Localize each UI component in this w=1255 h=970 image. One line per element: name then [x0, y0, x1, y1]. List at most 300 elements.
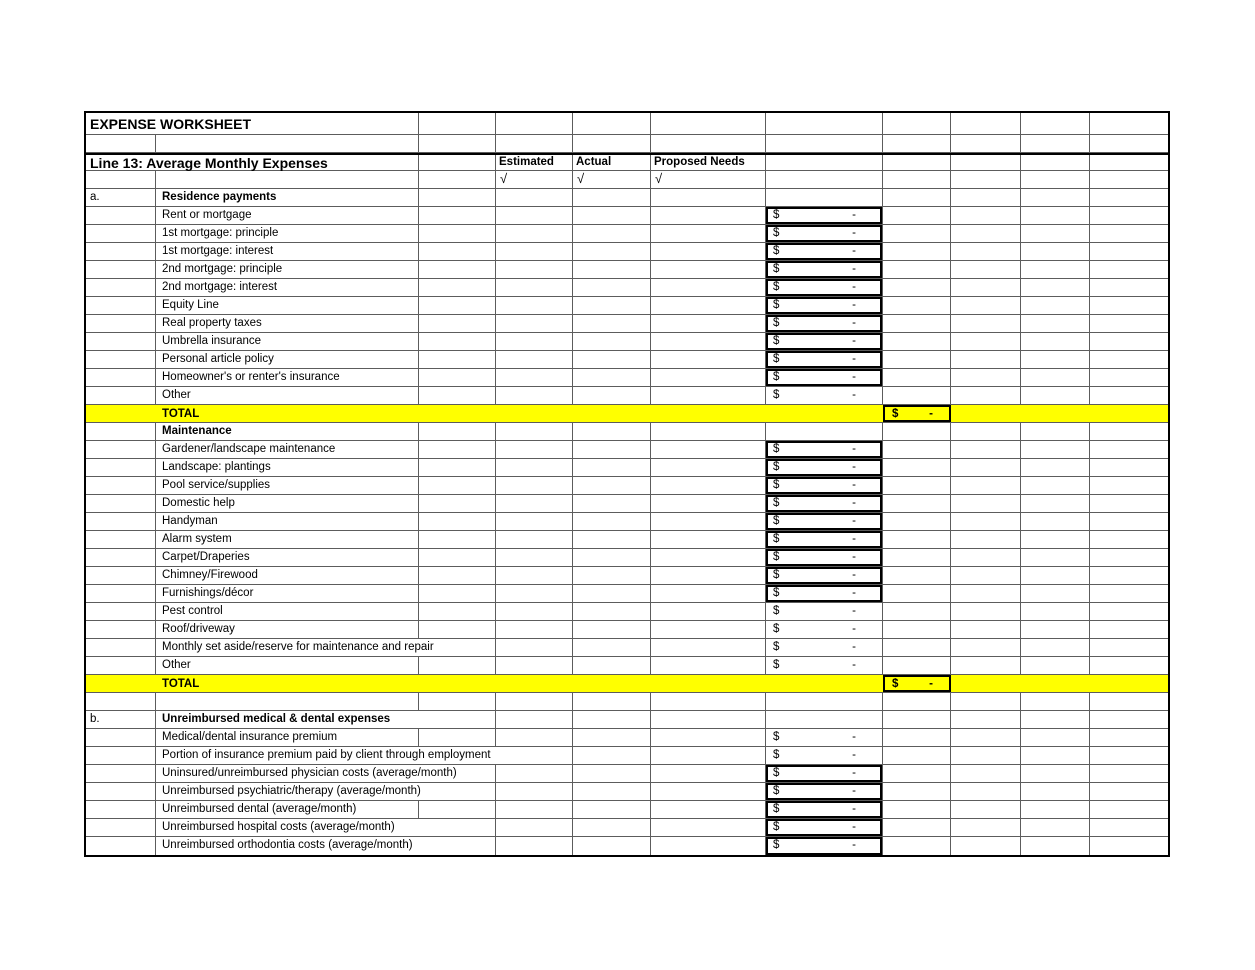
currency-symbol: $	[773, 352, 780, 365]
empty-cell	[496, 261, 573, 278]
currency-symbol: $	[773, 334, 780, 347]
dollar-cell[interactable]	[766, 585, 883, 602]
table-row	[86, 459, 1168, 477]
expense-item-cell: Furnishings/décor	[156, 585, 419, 602]
empty-cell	[1021, 495, 1090, 512]
table-row	[86, 279, 1168, 297]
row-label-cell	[86, 441, 156, 458]
expense-item-cell: Handyman	[156, 513, 419, 530]
dollar-cell[interactable]	[766, 207, 883, 224]
zero-dash: -	[852, 226, 856, 239]
empty-cell	[1021, 459, 1090, 476]
table-row	[86, 113, 1168, 135]
currency-symbol: $	[773, 298, 780, 311]
empty-cell	[1090, 567, 1168, 584]
row-label-cell	[86, 333, 156, 350]
empty-cell	[573, 585, 651, 602]
dollar-cell[interactable]	[766, 333, 883, 350]
expense-item-cell: Unreimbursed hospital costs (average/month)	[156, 819, 496, 836]
empty-cell	[573, 621, 651, 638]
empty-cell	[951, 693, 1021, 710]
empty-cell	[651, 477, 766, 494]
empty-cell	[1090, 333, 1168, 350]
empty-cell	[951, 171, 1021, 188]
empty-cell	[651, 693, 766, 710]
table-row	[86, 531, 1168, 549]
empty-cell	[419, 801, 496, 818]
expense-item-cell: Unreimbursed dental (average/month)	[156, 801, 419, 818]
empty-cell	[1090, 441, 1168, 458]
empty-cell	[651, 567, 766, 584]
empty-cell	[1090, 585, 1168, 602]
zero-dash: -	[852, 839, 856, 852]
empty-cell	[1090, 783, 1168, 800]
zero-dash: -	[852, 640, 856, 653]
empty-cell	[951, 477, 1021, 494]
empty-cell	[573, 369, 651, 386]
total-amount-box[interactable]	[883, 405, 951, 422]
table-row	[86, 657, 1168, 675]
row-label-cell	[86, 513, 156, 530]
empty-cell	[1021, 639, 1090, 656]
empty-cell	[496, 297, 573, 314]
empty-cell	[951, 783, 1021, 800]
empty-cell	[883, 711, 951, 728]
row-label-cell	[86, 531, 156, 548]
empty-cell	[651, 113, 766, 134]
expense-item-cell: Other	[156, 387, 419, 404]
zero-dash: -	[852, 622, 856, 635]
empty-cell	[573, 423, 651, 440]
empty-cell	[573, 135, 651, 152]
row-label-cell	[86, 459, 156, 476]
table-row	[86, 675, 1168, 693]
empty-cell	[883, 765, 951, 782]
dollar-cell[interactable]	[766, 297, 883, 314]
dollar-cell[interactable]	[766, 495, 883, 512]
zero-dash: -	[852, 748, 856, 761]
empty-cell	[419, 113, 496, 134]
empty-cell	[573, 387, 651, 404]
dollar-cell[interactable]	[766, 279, 883, 296]
empty-cell	[951, 333, 1021, 350]
empty-cell	[1021, 279, 1090, 296]
empty-cell	[951, 441, 1021, 458]
checkmark-estimated: √	[496, 171, 573, 188]
dollar-cell[interactable]	[766, 387, 883, 404]
empty-cell	[496, 423, 573, 440]
table-row	[86, 477, 1168, 495]
empty-cell	[883, 369, 951, 386]
empty-cell	[1021, 113, 1090, 134]
expense-item-cell: 2nd mortgage: interest	[156, 279, 419, 296]
empty-cell	[419, 513, 496, 530]
empty-cell	[419, 171, 496, 188]
empty-cell	[883, 819, 951, 836]
empty-cell	[951, 189, 1021, 206]
empty-cell	[651, 603, 766, 620]
empty-cell	[1090, 711, 1168, 728]
empty-cell	[1021, 711, 1090, 728]
empty-cell	[883, 531, 951, 548]
empty-cell	[883, 477, 951, 494]
table-row	[86, 783, 1168, 801]
dollar-cell[interactable]	[766, 261, 883, 278]
table-row	[86, 837, 1168, 855]
empty-cell	[1021, 693, 1090, 710]
table-row	[86, 441, 1168, 459]
dollar-cell[interactable]	[766, 549, 883, 566]
section-heading-cell: Residence payments	[156, 189, 419, 206]
empty-cell	[496, 693, 573, 710]
empty-cell	[1090, 693, 1168, 710]
empty-cell	[573, 693, 651, 710]
currency-symbol: $	[773, 784, 780, 797]
currency-symbol: $	[773, 280, 780, 293]
empty-cell	[1090, 315, 1168, 332]
row-label-cell	[86, 783, 156, 800]
empty-cell	[1090, 113, 1168, 134]
empty-cell	[1021, 783, 1090, 800]
expense-item-cell: Medical/dental insurance premium	[156, 729, 419, 746]
empty-cell	[496, 189, 573, 206]
empty-cell	[1090, 837, 1168, 855]
empty-cell	[883, 155, 951, 170]
empty-cell	[573, 495, 651, 512]
column-header-proposed-needs: Proposed Needs	[651, 155, 766, 170]
empty-cell	[1090, 513, 1168, 530]
empty-cell	[883, 729, 951, 746]
empty-cell	[419, 729, 496, 746]
empty-cell	[496, 495, 573, 512]
row-label-cell	[86, 279, 156, 296]
total-label: TOTAL	[162, 677, 200, 690]
empty-cell	[573, 639, 651, 656]
dollar-cell[interactable]	[766, 441, 883, 458]
empty-cell	[1090, 279, 1168, 296]
empty-cell	[883, 207, 951, 224]
empty-cell	[1090, 477, 1168, 494]
empty-cell	[156, 135, 419, 152]
empty-cell	[1090, 531, 1168, 548]
empty-cell	[496, 531, 573, 548]
row-label-cell	[86, 207, 156, 224]
expense-item-cell: 2nd mortgage: principle	[156, 261, 419, 278]
empty-cell	[883, 351, 951, 368]
empty-cell	[1090, 495, 1168, 512]
empty-cell	[1021, 369, 1090, 386]
empty-cell	[951, 513, 1021, 530]
currency-symbol: $	[773, 820, 780, 833]
empty-cell	[496, 513, 573, 530]
table-row	[86, 747, 1168, 765]
empty-cell	[951, 315, 1021, 332]
table-row	[86, 639, 1168, 657]
row-label-cell	[86, 765, 156, 782]
empty-cell	[573, 297, 651, 314]
empty-cell	[766, 171, 883, 188]
table-row	[86, 153, 1168, 171]
dollar-cell[interactable]	[766, 819, 883, 836]
zero-dash: -	[852, 514, 856, 527]
row-label-cell	[86, 171, 156, 188]
dollar-cell[interactable]	[766, 351, 883, 368]
empty-cell	[1090, 603, 1168, 620]
empty-cell	[951, 387, 1021, 404]
zero-dash: -	[852, 442, 856, 455]
empty-cell	[951, 603, 1021, 620]
table-row	[86, 585, 1168, 603]
empty-cell	[1021, 729, 1090, 746]
empty-cell	[496, 729, 573, 746]
empty-cell	[766, 189, 883, 206]
empty-cell	[883, 801, 951, 818]
expense-item-cell: Real property taxes	[156, 315, 419, 332]
empty-cell	[496, 819, 573, 836]
dollar-cell[interactable]	[766, 477, 883, 494]
table-row	[86, 549, 1168, 567]
zero-dash: -	[852, 370, 856, 383]
empty-cell	[1021, 585, 1090, 602]
column-header-actual: Actual	[573, 155, 651, 170]
row-label-cell	[86, 747, 156, 764]
empty-cell	[573, 657, 651, 674]
dollar-cell[interactable]	[766, 531, 883, 548]
empty-cell	[1090, 207, 1168, 224]
empty-cell	[883, 333, 951, 350]
currency-symbol: $	[773, 802, 780, 815]
empty-cell	[883, 567, 951, 584]
currency-symbol: $	[773, 586, 780, 599]
empty-cell	[419, 549, 496, 566]
empty-cell	[651, 729, 766, 746]
empty-cell	[496, 639, 573, 656]
currency-symbol: $	[773, 730, 780, 743]
dollar-cell[interactable]	[766, 567, 883, 584]
empty-cell	[496, 113, 573, 134]
empty-cell	[651, 819, 766, 836]
table-row	[86, 369, 1168, 387]
table-row	[86, 495, 1168, 513]
row-label-cell	[86, 657, 156, 674]
empty-cell	[573, 207, 651, 224]
empty-cell	[651, 549, 766, 566]
empty-cell	[496, 279, 573, 296]
row-label-cell	[86, 297, 156, 314]
expense-item-cell: Pool service/supplies	[156, 477, 419, 494]
empty-cell	[1021, 657, 1090, 674]
empty-cell	[1021, 171, 1090, 188]
currency-symbol: $	[892, 407, 899, 420]
empty-cell	[573, 819, 651, 836]
empty-cell	[496, 315, 573, 332]
empty-cell	[651, 711, 766, 728]
empty-cell	[496, 477, 573, 494]
empty-cell	[951, 135, 1021, 152]
empty-cell	[951, 155, 1021, 170]
empty-cell	[573, 513, 651, 530]
empty-cell	[573, 747, 651, 764]
checkmark-actual: √	[573, 171, 651, 188]
dollar-cell[interactable]	[766, 747, 883, 764]
section-subtitle: Line 13: Average Monthly Expenses	[86, 155, 419, 170]
empty-cell	[651, 801, 766, 818]
empty-cell	[883, 783, 951, 800]
empty-cell	[651, 495, 766, 512]
empty-cell	[496, 243, 573, 260]
currency-symbol: $	[773, 532, 780, 545]
dollar-cell[interactable]	[766, 801, 883, 818]
dollar-cell[interactable]	[766, 729, 883, 746]
empty-cell	[496, 765, 573, 782]
empty-cell	[419, 495, 496, 512]
empty-cell	[951, 531, 1021, 548]
empty-cell	[496, 387, 573, 404]
empty-cell	[951, 423, 1021, 440]
empty-cell	[1021, 333, 1090, 350]
empty-cell	[651, 657, 766, 674]
dollar-cell[interactable]	[766, 783, 883, 800]
empty-cell	[651, 639, 766, 656]
column-header-estimated: Estimated	[496, 155, 573, 170]
row-label-cell	[86, 729, 156, 746]
zero-dash: -	[852, 658, 856, 671]
empty-cell	[766, 423, 883, 440]
currency-symbol: $	[773, 388, 780, 401]
row-label-cell	[86, 801, 156, 818]
empty-cell	[883, 279, 951, 296]
empty-cell	[496, 441, 573, 458]
table-row	[86, 567, 1168, 585]
empty-cell	[1090, 189, 1168, 206]
empty-cell	[1021, 351, 1090, 368]
dollar-cell[interactable]	[766, 621, 883, 638]
dollar-cell[interactable]	[766, 243, 883, 260]
empty-cell	[419, 243, 496, 260]
dollar-cell[interactable]	[766, 513, 883, 530]
empty-cell	[1021, 225, 1090, 242]
empty-cell	[766, 135, 883, 152]
empty-cell	[883, 495, 951, 512]
empty-cell	[883, 459, 951, 476]
currency-symbol: $	[773, 766, 780, 779]
empty-cell	[1021, 477, 1090, 494]
zero-dash: -	[852, 460, 856, 473]
empty-cell	[651, 135, 766, 152]
table-row	[86, 405, 1168, 423]
empty-cell	[573, 477, 651, 494]
row-label-cell	[86, 135, 156, 152]
dollar-cell[interactable]	[766, 657, 883, 674]
empty-cell	[883, 621, 951, 638]
empty-cell	[1021, 423, 1090, 440]
dollar-cell[interactable]	[766, 603, 883, 620]
currency-symbol: $	[773, 496, 780, 509]
empty-cell	[419, 189, 496, 206]
empty-cell	[883, 243, 951, 260]
zero-dash: -	[852, 532, 856, 545]
dollar-cell[interactable]	[766, 639, 883, 656]
empty-cell	[573, 243, 651, 260]
empty-cell	[419, 657, 496, 674]
expense-item-cell: Unreimbursed orthodontia costs (average/month)	[156, 837, 496, 855]
dollar-cell[interactable]	[766, 225, 883, 242]
table-row	[86, 819, 1168, 837]
empty-cell	[951, 549, 1021, 566]
empty-cell	[951, 351, 1021, 368]
row-label-cell: a.	[86, 189, 156, 206]
empty-cell	[496, 711, 573, 728]
empty-cell	[573, 261, 651, 278]
empty-cell	[883, 639, 951, 656]
empty-cell	[496, 225, 573, 242]
empty-cell	[883, 189, 951, 206]
empty-cell	[1021, 567, 1090, 584]
zero-dash: -	[929, 677, 933, 690]
total-amount-box[interactable]	[883, 675, 951, 692]
expense-item-cell: Other	[156, 657, 419, 674]
empty-cell	[1021, 297, 1090, 314]
empty-cell	[766, 693, 883, 710]
zero-dash: -	[852, 568, 856, 581]
empty-cell	[573, 729, 651, 746]
dollar-cell[interactable]	[766, 369, 883, 386]
empty-cell	[419, 351, 496, 368]
section-heading-cell: Maintenance	[156, 423, 419, 440]
empty-cell	[496, 603, 573, 620]
expense-item-cell: Rent or mortgage	[156, 207, 419, 224]
empty-cell	[651, 585, 766, 602]
dollar-cell[interactable]	[766, 459, 883, 476]
row-label-cell	[86, 423, 156, 440]
empty-cell	[651, 747, 766, 764]
empty-cell	[951, 567, 1021, 584]
empty-cell	[1090, 261, 1168, 278]
row-label-cell: b.	[86, 711, 156, 728]
empty-cell	[951, 225, 1021, 242]
empty-cell	[1021, 801, 1090, 818]
expense-item-cell: Personal article policy	[156, 351, 419, 368]
table-row	[86, 351, 1168, 369]
empty-cell	[651, 315, 766, 332]
dollar-cell[interactable]	[766, 315, 883, 332]
empty-cell	[496, 135, 573, 152]
expense-item-cell: Homeowner's or renter's insurance	[156, 369, 419, 386]
dollar-cell[interactable]	[766, 765, 883, 782]
empty-cell	[496, 333, 573, 350]
empty-cell	[419, 135, 496, 152]
zero-dash: -	[852, 334, 856, 347]
dollar-cell[interactable]	[766, 837, 883, 855]
empty-cell	[1090, 225, 1168, 242]
empty-cell	[1090, 171, 1168, 188]
empty-cell	[496, 801, 573, 818]
empty-cell	[1090, 729, 1168, 746]
row-label-cell	[86, 621, 156, 638]
empty-cell	[951, 279, 1021, 296]
currency-symbol: $	[892, 677, 899, 690]
currency-symbol: $	[773, 604, 780, 617]
table-row	[86, 621, 1168, 639]
empty-cell	[419, 477, 496, 494]
currency-symbol: $	[773, 460, 780, 473]
empty-cell	[419, 693, 496, 710]
empty-cell	[573, 113, 651, 134]
empty-cell	[651, 261, 766, 278]
empty-cell	[419, 333, 496, 350]
currency-symbol: $	[773, 442, 780, 455]
empty-cell	[651, 459, 766, 476]
